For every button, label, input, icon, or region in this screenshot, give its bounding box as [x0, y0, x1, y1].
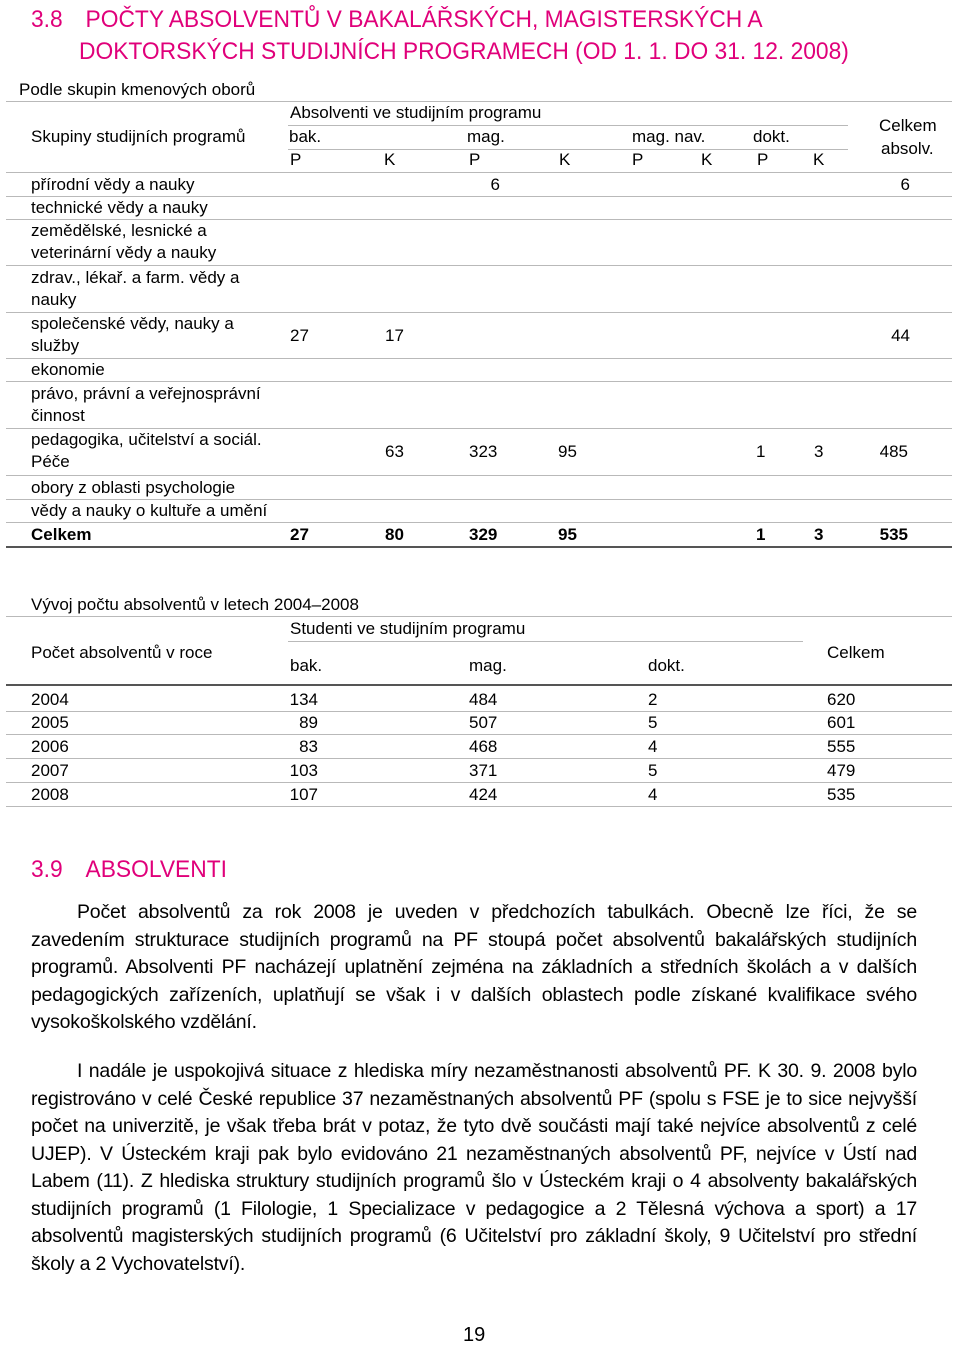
- table-1-cell: 323: [469, 442, 498, 461]
- table-1-row-label: zdrav., lékař. a farm. vědy a nauky: [31, 268, 240, 309]
- paragraph-1-text: Počet absolventů za rok 2008 je uveden v předchozích tabulkách. Obecně lze říci, že se zavedením strukturace studijních programů na PF stoupá počet absolventů bakalářských studijních programů. Absolventi PF nacházejí uplatnění zejména na základních a středních školách a v dalších pedagogických zařízeních, uplatňují se však i v dalších oblastech podle získané kvalifikace svého vysokoškolského vzdělání.: [31, 901, 917, 1033]
- table-1-cell: 17: [385, 326, 404, 345]
- table-2-mag: 484: [469, 690, 498, 709]
- table-2-total: 555: [827, 737, 856, 756]
- form-label: P: [469, 150, 481, 169]
- table-1-row-label: obory z oblasti psychologie: [31, 478, 236, 497]
- table-1-cell: 63: [385, 442, 404, 461]
- page-number: 19: [463, 1324, 486, 1346]
- table-2-program-dokt: dokt.: [648, 656, 685, 675]
- table-2-bak: 103: [289, 761, 318, 780]
- table-2-bak: 134: [289, 690, 318, 709]
- table-2-year: 2005: [31, 713, 69, 732]
- form-label: P: [632, 150, 644, 169]
- table-2-dokt: 4: [648, 737, 658, 756]
- table-2-total: 601: [827, 713, 856, 732]
- table-1-total-cell: 3: [814, 525, 824, 544]
- form-label: K: [384, 150, 396, 169]
- table-1-total-cell: 1: [756, 525, 766, 544]
- table-2-mag: 371: [469, 761, 498, 780]
- table-2-bak: 83: [299, 737, 318, 756]
- section-title: ABSOLVENTI: [85, 856, 227, 883]
- table-1-row-label: ekonomie: [31, 360, 105, 379]
- section-number: 3.9: [31, 856, 63, 883]
- section-heading-3-8: [31, 4, 763, 36]
- section-number: 3.8: [31, 6, 63, 33]
- table-1-row-total: 6: [900, 175, 910, 194]
- table-2-programs-header: Studenti ve studijním programu: [290, 619, 526, 638]
- table-2-total: 620: [827, 690, 856, 709]
- section-title-line1: POČTY ABSOLVENTŮ V BAKALÁŘSKÝCH, MAGISTERSKÝCH A: [85, 6, 763, 33]
- table-1-total-header-1: Celkem: [879, 116, 937, 135]
- section-title-line2: DOKTORSKÝCH STUDIJNÍCH PROGRAMECH (OD 1. 1. DO 31. 12. 2008): [79, 38, 849, 65]
- table-2-year: 2004: [31, 690, 69, 709]
- table-1-row-label: přírodní vědy a nauky: [31, 175, 195, 194]
- table-1-row-label: vědy a nauky o kultuře a umění: [31, 501, 268, 520]
- table-1-row-label: technické vědy a nauky: [31, 198, 208, 217]
- table-1-row-label: společenské vědy, nauky a služby: [31, 314, 234, 355]
- table-2-year: 2007: [31, 761, 69, 780]
- form-label: K: [559, 150, 571, 169]
- section-heading-3-8-line2: [79, 36, 849, 68]
- table-1-total-cell: 80: [385, 525, 404, 544]
- paragraph-1: [31, 899, 917, 1037]
- program-label-mag-nav: mag. nav.: [632, 127, 706, 146]
- paragraph-2-text: I nadále je uspokojivá situace z hlediska míry nezaměstnanosti absolventů PF. K 30. 9. 2008 bylo registrováno v celé České republice 37 nezaměstnaných absolventů PF (spolu s FSE je to sice nejvyšší počet na univerzitě, je však třeba brát v potaz, že tyto dvě součásti mají také nejvíce absolventů z celé UJEP). V Ústeckém kraji pak bylo evidováno 21 nezaměstnaných absolventů PF, nejvíce v Ústí nad Labem (11). Z hlediska struktury studijních programů šlo v Ústeckém kraji o 4 absolventy bakalářských studijních programů (1 Filologie, 1 Specializace v pedagogice a 2 Tělesná výchova a sport) a 17 absolventů magisterských studijních programů (6 Učitelství pro základní školy, 9 Učitelství pro střední školy a 2 Vychovatelství).: [31, 1060, 917, 1275]
- form-label: K: [813, 150, 825, 169]
- table-1-caption: Podle skupin kmenových oborů: [19, 80, 256, 99]
- table-1-programs-header: Absolventi ve studijním programu: [290, 103, 542, 122]
- table-2-dokt: 2: [648, 690, 658, 709]
- table-2-caption: Vývoj počtu absolventů v letech 2004–2008: [31, 595, 359, 614]
- table-1-cell: 6: [490, 175, 500, 194]
- table-1-cell: 1: [756, 442, 766, 461]
- table-1-grand-total: 535: [879, 525, 908, 544]
- table-1-total-cell: 95: [558, 525, 577, 544]
- table-2-program-mag: mag.: [469, 656, 507, 675]
- program-label-bak: bak.: [289, 127, 322, 146]
- table-2-label-header: Počet absolventů v roce: [31, 643, 213, 662]
- table-1-row-total: 44: [891, 326, 910, 345]
- table-2-mag: 468: [469, 737, 498, 756]
- paragraph-2: [31, 1058, 917, 1278]
- program-label-mag: mag.: [467, 127, 505, 146]
- table-2-year: 2008: [31, 785, 69, 804]
- table-2-total: 479: [827, 761, 856, 780]
- table-2-total-header: Celkem: [827, 643, 885, 662]
- table-1-row-total: 485: [879, 442, 908, 461]
- table-2-dokt: 5: [648, 713, 658, 732]
- program-label-dokt: dokt.: [753, 127, 790, 146]
- form-label: P: [757, 150, 769, 169]
- table-2-bak: 89: [299, 713, 318, 732]
- section-heading-3-9: [31, 854, 227, 886]
- table-2-year: 2006: [31, 737, 69, 756]
- table-2-dokt: 4: [648, 785, 658, 804]
- table-1-cell: 95: [558, 442, 577, 461]
- table-1-group-header: Skupiny studijních programů: [31, 127, 246, 146]
- table-1-row-label: zemědělské, lesnické a veterinární vědy a nauky: [31, 221, 217, 262]
- table-1-total-cell: 27: [290, 525, 309, 544]
- form-label: K: [701, 150, 713, 169]
- table-1-row-label: právo, právní a veřejnosprávní činnost: [31, 384, 261, 425]
- table-1-total-label: Celkem: [31, 525, 92, 544]
- table-1-cell: 27: [290, 326, 309, 345]
- table-1-row-label: pedagogika, učitelství a sociál. Péče: [31, 430, 262, 471]
- table-2-total: 535: [827, 785, 856, 804]
- table-2-bak: 107: [289, 785, 318, 804]
- table-2-mag: 507: [469, 713, 498, 732]
- table-2-dokt: 5: [648, 761, 658, 780]
- table-2-program-bak: bak.: [290, 656, 323, 675]
- form-label: P: [290, 150, 302, 169]
- table-1-total-header-2: absolv.: [881, 139, 934, 158]
- table-1-total-cell: 329: [469, 525, 498, 544]
- table-2-mag: 424: [469, 785, 498, 804]
- table-1-cell: 3: [814, 442, 824, 461]
